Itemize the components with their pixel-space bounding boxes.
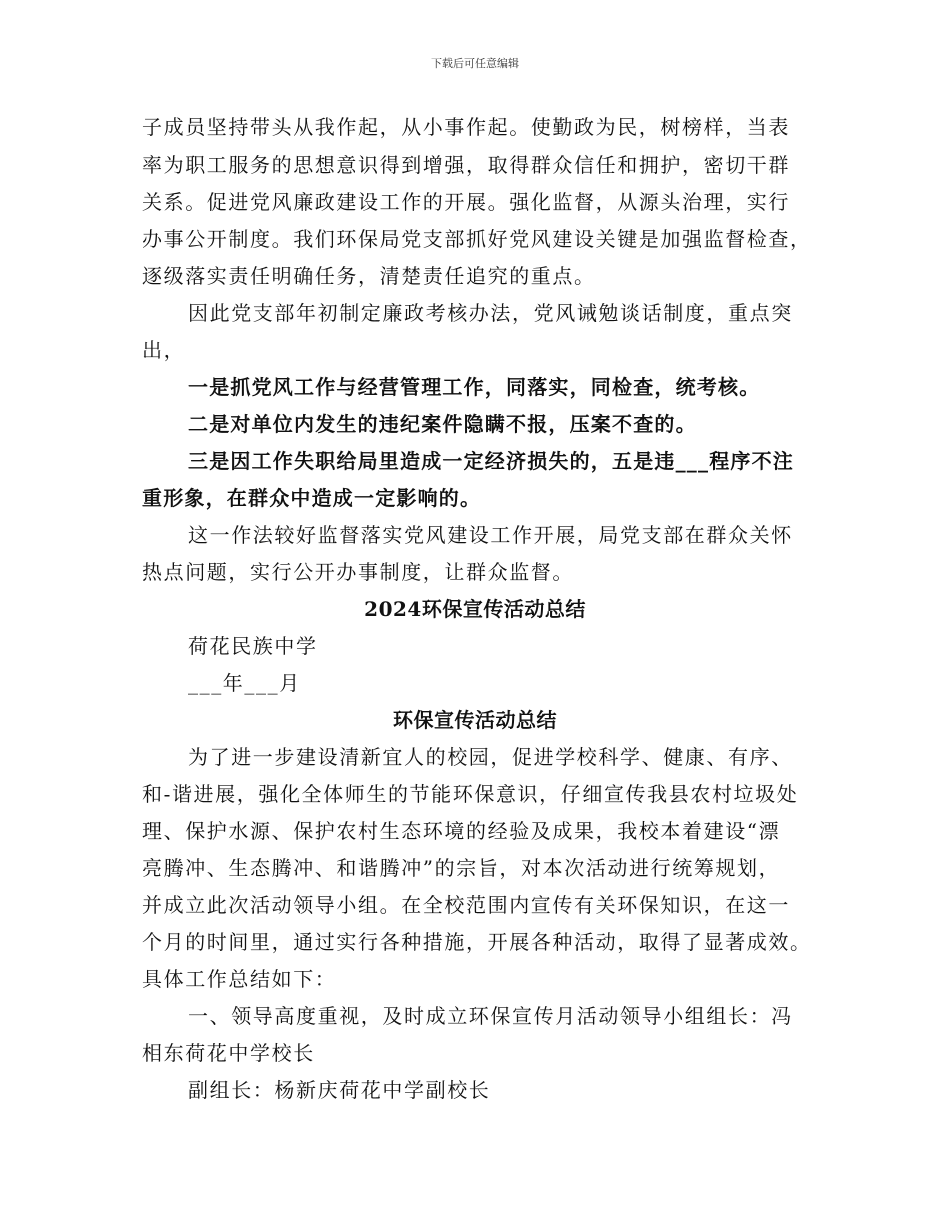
document-title: 2024环保宣传活动总结	[364, 597, 586, 621]
section-title: 环保宣传活动总结	[393, 708, 557, 732]
body-text-line: 办事公开制度。我们环保局党支部抓好党风建设关键是加强监督检查，	[142, 227, 812, 251]
body-text-line: 具体工作总结如下：	[142, 967, 337, 991]
body-text-line: 这一作法较好监督落实党风建设工作开展，局党支部在群众关怀	[188, 523, 793, 547]
body-text-line: 为了进一步建设清新宜人的校园，促进学校科学、健康、有序、	[188, 745, 793, 769]
body-text-line: 逐级落实责任明确任务，清楚责任追究的重点。	[142, 264, 596, 288]
body-text-line: 出，	[142, 338, 186, 362]
body-text-line: 并成立此次活动领导小组。在全校范围内宣传有关环保知识，在这一	[142, 893, 790, 917]
bold-point-3-cont: 重形象，在群众中造成一定影响的。	[142, 486, 482, 510]
bold-point-2: 二是对单位内发生的违纪案件隐瞒不报，压案不查的。	[188, 412, 697, 436]
body-text-line: 副组长：杨新庆荷花中学副校长	[188, 1078, 491, 1102]
bold-point-1: 一是抓党风工作与经营管理工作，同落实，同检查，统考核。	[188, 375, 761, 399]
body-text-line: 相东荷花中学校长	[142, 1041, 315, 1065]
date-line: ___年___月	[188, 671, 301, 695]
body-text-line: 关系。促进党风廉政建设工作的开展。强化监督，从源头治理，实行	[142, 190, 790, 214]
body-text-line: 理、保护水源、保护农村生态环境的经验及成果，我校本着建设“漂	[142, 819, 781, 843]
body-text-line: 热点问题，实行公开办事制度，让群众监督。	[142, 560, 574, 584]
school-name: 荷花民族中学	[188, 634, 318, 658]
body-text-line: 子成员坚持带头从我作起，从小事作起。使勤政为民，树榜样，当表	[142, 115, 790, 139]
body-text-line: 一、领导高度重视，及时成立环保宣传月活动领导小组组长：冯	[188, 1004, 793, 1028]
page-header: 下载后可任意编辑	[431, 57, 519, 70]
body-text-line: 个月的时间里，通过实行各种措施，开展各种活动，取得了显著成效。	[142, 930, 812, 954]
body-text-line: 率为职工服务的思想意识得到增强，取得群众信任和拥护，密切干群	[142, 153, 790, 177]
body-text-line: 和-谐进展，强化全体师生的节能环保意识，仔细宣传我县农村垃圾处	[142, 782, 799, 806]
body-text-line: 因此党支部年初制定廉政考核办法，党风诫勉谈话制度，重点突	[188, 301, 793, 325]
body-text-line: 亮腾冲、生态腾冲、和谐腾冲”的宗旨，对本次活动进行统筹规划，	[142, 856, 781, 880]
bold-point-3: 三是因工作失职给局里造成一定经济损失的，五是违___程序不注	[188, 449, 794, 473]
